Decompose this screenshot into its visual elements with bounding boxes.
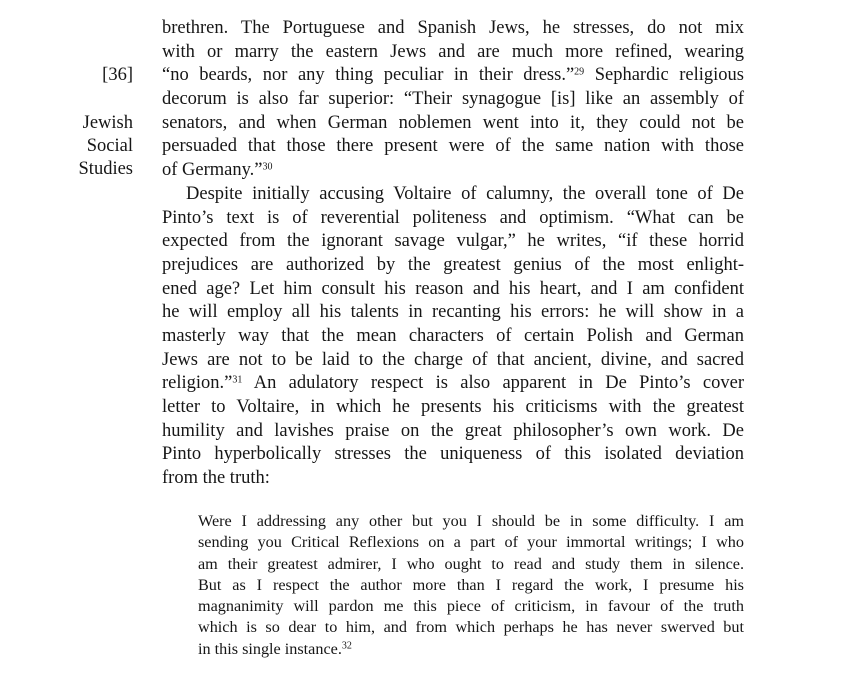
quote-line: magnanimity will pardon me this piece of criticism, in favour of the truth [198,597,744,616]
quote-line [198,639,744,660]
quote-line: Were I addressing any other but you I should be in some difficulty. I am [198,512,744,530]
quote-line: which is so dear to him, and from which perhaps he has never swerved but [198,618,744,637]
body-line: ened age? Let him consult his reason and his heart, and I am confident [162,278,744,299]
footnote-ref: 30 [262,161,273,173]
body-line [162,372,744,396]
body-line: Jews are not to be laid to the charge of that ancient, divine, and sacred [162,349,744,370]
quote-line: But as I respect the author more than I regard the work, I presume his [198,575,744,594]
body-line: senators, and when German noblemen went into it, they could not be [162,112,744,133]
body-line: persuaded that those there present were of the same nation with those [162,136,744,157]
body-line: Pinto’s text is of reverential politeness and optimism. “What can be [162,207,744,228]
body-line: humility and lavishes praise on the great philosopher’s own work. De [162,420,744,441]
body-line-text: religion.” [162,373,233,394]
footnote-ref: 32 [341,640,352,652]
running-head [0,112,133,181]
body-line-text: “no beards, nor any thing peculiar in their dress.” [162,65,575,86]
body-line: letter to Voltaire, in which he presents his criticisms with the greatest [162,397,744,417]
running-head-line: Studies [78,159,133,179]
body-line: decorum is also far superior: “Their synagogue [is] like an assembly of [162,89,744,110]
body-line: Pinto hyperbolically stresses the uniqueness of this isolated deviation [162,444,744,465]
page-number: [36] [102,65,133,85]
running-head-line: Social [86,136,133,156]
body-line: with or marry the eastern Jews and are much more refined, wearing [162,41,744,62]
running-head-line: Jewish [82,113,133,133]
quote-line: sending you Critical Reflexions on a part of your immortal writings; I who [198,533,744,552]
body-line-text: An adulatory respect is also apparent in De Pinto’s cover [242,373,744,394]
body-line: Despite initially accusing Voltaire of calumny, the overall tone of De [186,183,744,204]
body-line-text: of Germany.” [162,160,263,181]
body-text [162,17,744,491]
body-line: masterly way that the mean characters of certain Polish and German [162,325,744,346]
body-line-text: Sephardic religious [584,65,744,86]
footnote-ref: 31 [232,374,243,386]
quote-line-text: in this single instance. [198,639,342,658]
body-line [162,64,744,88]
block-quote [198,511,744,660]
body-line: he will employ all his talents in recanting his errors: he will show in a [162,302,744,323]
body-line: from the truth: [162,468,270,489]
body-line: prejudices are authorized by the greatest genius of the most enlight- [162,254,744,275]
body-line [162,159,744,183]
body-line: expected from the ignorant savage vulgar,” he writes, “if these horrid [162,231,744,252]
quote-line: am their greatest admirer, I who ought to read and study them in silence. [198,554,744,573]
body-line: brethren. The Portuguese and Spanish Jews, he stresses, do not mix [162,18,744,38]
footnote-ref: 29 [574,66,585,78]
